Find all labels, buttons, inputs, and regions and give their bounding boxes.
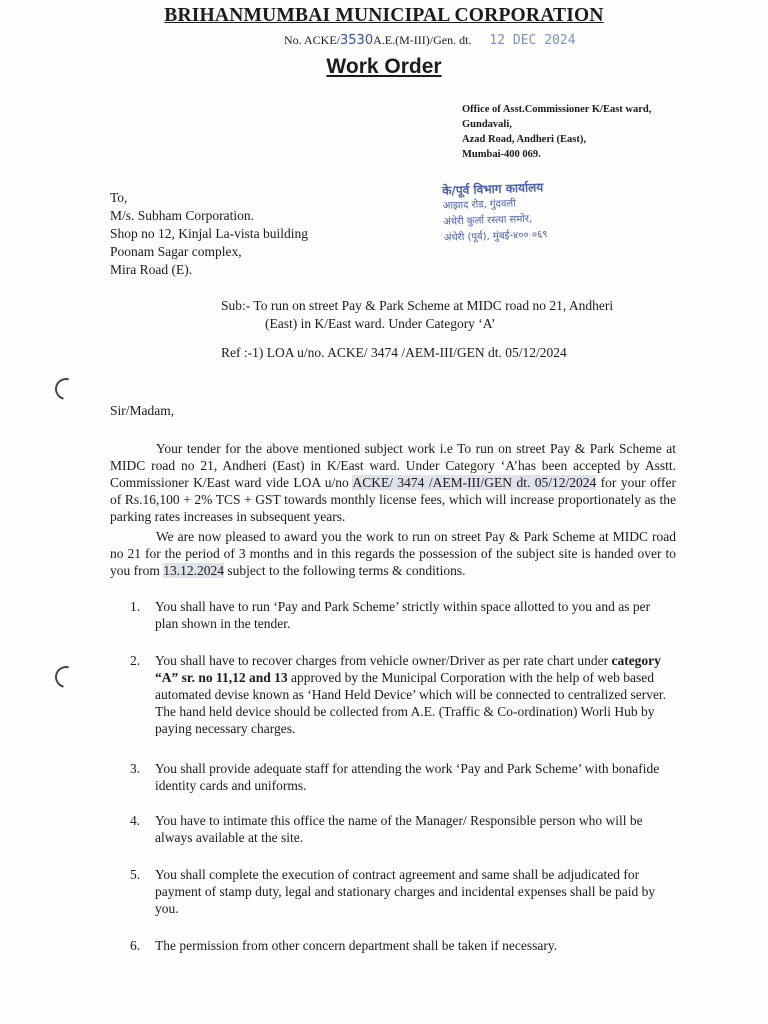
paragraph-tender-accepted: [110, 440, 676, 525]
office-address-line: Azad Road, Andheri (East),: [462, 134, 586, 145]
recipient-line: Mira Road (E).: [110, 262, 193, 277]
condition-text: You shall complete the execution of contract agreement and same shall be adjudicated for payment of stamp duty, legal and stationary charges and incidental expenses shall be paid by you.: [155, 867, 656, 916]
subject: [221, 297, 613, 333]
stamp-line: के/पूर्व विभाग कार्यालय: [441, 180, 544, 198]
para1-text: Your tender for the above mentioned subject work i.e To run on street Pay & Park Scheme at MIDC road no 21, Andheri (East) in K/East ward. Under Category ‘A’has been accepted by Asstt. Commissioner K/East ward vide LOA u/no: [110, 441, 676, 490]
condition-item: [110, 760, 676, 794]
condition-number: 3.: [130, 761, 141, 776]
handwritten-ref-number: 3530: [340, 33, 374, 48]
condition-bold-category: category “A” sr. no 11,12 and 13: [155, 653, 661, 685]
stamp-line: अंधेरी (पूर्व), मुंबई-४०० ०६९: [443, 229, 548, 244]
condition-item: [110, 652, 676, 737]
salutation: Sir/Madam,: [110, 403, 175, 418]
condition-number: 4.: [130, 813, 141, 828]
punch-hole-mark: [51, 374, 81, 404]
recipient-line: To,: [110, 190, 128, 205]
subject-line-2: (East) in K/East ward. Under Category ‘A’: [265, 316, 496, 331]
condition-item: [110, 598, 676, 632]
highlighted-loa-reference: ACKE/ 3474 /AEM-III/GEN dt. 05/12/2024: [352, 475, 597, 490]
condition-item: [110, 812, 676, 846]
condition-item: [110, 937, 676, 954]
recipient-address: [110, 189, 308, 279]
office-address: [462, 102, 651, 162]
recipient-line: Poonam Sagar complex,: [110, 244, 242, 259]
organization-name: BRIHANMUMBAI MUNICIPAL CORPORATION: [164, 5, 604, 26]
reference-number-line: [284, 33, 576, 48]
condition-number: 5.: [130, 867, 141, 882]
condition-text: The permission from other concern department shall be taken if necessary.: [155, 938, 558, 953]
condition-number: 1.: [130, 599, 141, 614]
ref-prefix: No. ACKE/: [284, 33, 341, 47]
reference-line: Ref :-1) LOA u/no. ACKE/ 3474 /AEM-III/GEN dt. 05/12/2024: [221, 345, 567, 360]
stamp-line: अंधेरी कुर्ला रस्त्या समोर,: [443, 213, 533, 228]
condition-number: 6.: [130, 938, 141, 953]
condition-text-part: You shall have to recover charges from vehicle owner/Driver as per rate chart under: [155, 653, 612, 668]
condition-text: You shall have to run ‘Pay and Park Scheme’ strictly within space allotted to you and as per plan shown in the tender.: [155, 599, 651, 631]
condition-item: [110, 866, 676, 917]
highlighted-possession-date: 13.12.2024: [163, 563, 224, 578]
condition-text: You have to intimate this office the name of the Manager/ Responsible person who will be always available at the site.: [155, 813, 643, 845]
paragraph-award: [110, 528, 676, 579]
office-address-line: Office of Asst.Commissioner K/East ward,: [462, 104, 652, 115]
para2-text: We are now pleased to award you the work to run on street Pay & Park Scheme at MIDC road no 21 for the period of 3 months and in this regards the possession of the subject site is handed over to you from: [110, 529, 676, 578]
recipient-line: M/s. Subham Corporation.: [110, 208, 254, 223]
date-stamp: 12 DEC 2024: [489, 33, 576, 48]
punch-hole-mark: [51, 662, 81, 692]
condition-text-part: approved by the Municipal Corporation with the help of web based automated devise known as ‘Hand Held Device’ which will be connected to centralized server. The hand held device should be collected from A.E. (Traffic & Co-ordination) Worli Hub by paying necessary charges.: [155, 670, 667, 736]
condition-text: You shall provide adequate staff for attending the work ‘Pay and Park Scheme’ with bonafide identity cards and uniforms.: [155, 761, 660, 793]
ref-suffix: A.E.(M-III)/Gen. dt.: [373, 33, 472, 47]
office-address-line: Mumbai-400 069.: [462, 149, 541, 160]
subject-line-1: Sub:- To run on street Pay & Park Scheme at MIDC road no 21, Andheri: [221, 298, 614, 313]
recipient-line: Shop no 12, Kinjal La-vista building: [110, 226, 308, 241]
condition-text: [155, 652, 676, 737]
office-address-line: Gundavali,: [462, 119, 512, 130]
condition-number: 2.: [130, 653, 141, 668]
office-stamp: [442, 177, 604, 247]
para1-text: for your offer of Rs.16,100 + 2% TCS + GST towards monthly license fees, which will increase proportionately as the parking rates increases in subsequent years.: [110, 475, 676, 524]
stamp-line: आझाद रोड, गुंदवली: [442, 198, 517, 212]
para2-text: subject to the following terms & conditions.: [224, 563, 466, 578]
document-title: Work Order: [326, 55, 442, 78]
